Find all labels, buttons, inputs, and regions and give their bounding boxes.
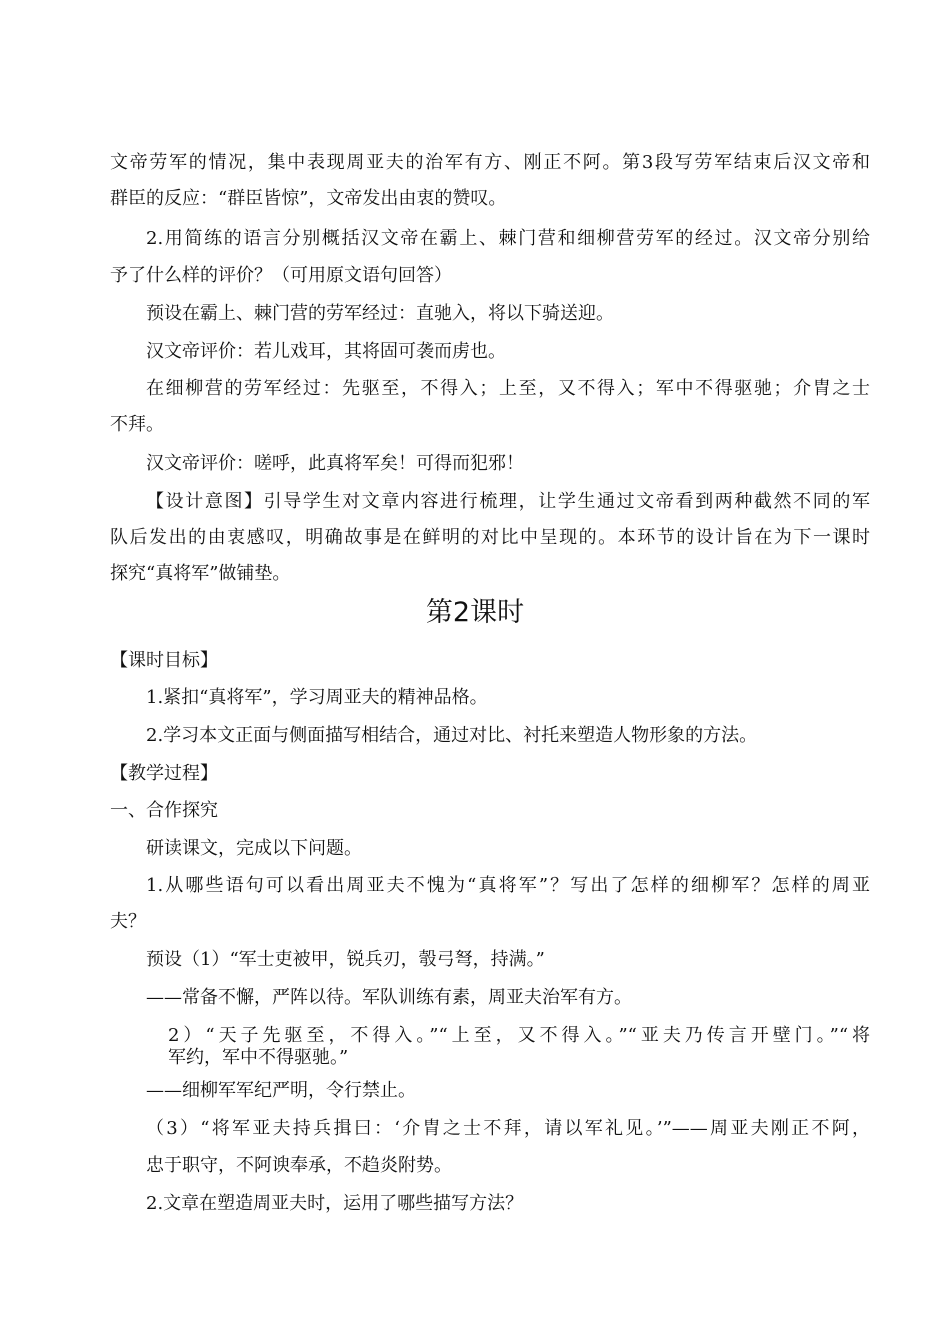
line-6: 汉文帝评价：若儿戏耳，其将固可袭而虏也。 xyxy=(146,341,506,362)
line-9: 汉文帝评价：嗟呼，此真将军矣！可得而犯邪！ xyxy=(146,453,524,474)
line-15: 1.紧扣“真将军”，学习周亚夫的精神品格。 xyxy=(146,687,488,708)
line-28: 忠于职守，不阿谀奉承，不趋炎附势。 xyxy=(146,1155,452,1176)
line-5: 预设在霸上、棘门营的劳军经过：直驰入，将以下骑送迎。 xyxy=(146,303,614,324)
line-18: 一、合作探究 xyxy=(110,800,218,821)
line-20: 1.从哪些语句可以看出周亚夫不愧为“真将军”？写出了怎样的细柳军？怎样的周亚 xyxy=(146,875,870,896)
line-12: 探究“真将军”做铺垫。 xyxy=(110,563,291,584)
line-24: 2）“天子先驱至，不得入。”“上至，又不得入。”“亚夫乃传言开壁门。”“将 xyxy=(168,1025,870,1046)
line-11: 队后发出的由衷感叹，明确故事是在鲜明的对比中呈现的。本环节的设计旨在为下一课时 xyxy=(110,527,870,548)
line-2: 群臣的反应：“群臣皆惊”，文帝发出由衷的赞叹。 xyxy=(110,188,507,209)
line-25: 军约，军中不得驱驰。” xyxy=(168,1047,349,1068)
line-29: 2.文章在塑造周亚夫时，运用了哪些描写方法？ xyxy=(146,1193,524,1214)
line-17: 【教学过程】 xyxy=(110,763,218,784)
line-14: 【课时目标】 xyxy=(110,650,218,671)
line-10: 【设计意图】引导学生对文章内容进行梳理，让学生通过文帝看到两种截然不同的军 xyxy=(146,491,870,512)
line-8: 不拜。 xyxy=(110,414,164,435)
line-1: 文帝劳军的情况，集中表现周亚夫的治军有方、刚正不阿。第3段写劳军结束后汉文帝和 xyxy=(110,152,870,173)
line-4: 予了什么样的评价？（可用原文语句回答） xyxy=(110,265,452,286)
line-27: （3）“将军亚夫持兵揖曰：‘介胄之士不拜，请以军礼见。’”——周亚夫刚正不阿， xyxy=(146,1118,870,1139)
line-16: 2.学习本文正面与侧面描写相结合，通过对比、衬托来塑造人物形象的方法。 xyxy=(146,725,758,746)
line-3: 2.用简练的语言分别概括汉文帝在霸上、棘门营和细柳营劳军的经过。汉文帝分别给 xyxy=(146,228,870,249)
line-19: 研读课文，完成以下问题。 xyxy=(146,838,362,859)
line-7: 在细柳营的劳军经过：先驱至，不得入；上至，又不得入；军中不得驱驰；介胄之士 xyxy=(146,378,870,399)
line-23: ——常备不懈，严阵以待。军队训练有素，周亚夫治军有方。 xyxy=(146,987,632,1008)
lesson-title: 第2课时 xyxy=(425,597,525,628)
line-26: ——细柳军军纪严明，令行禁止。 xyxy=(146,1080,416,1101)
line-21: 夫？ xyxy=(110,911,146,932)
line-22: 预设（1）“军士吏被甲，锐兵刃，彀弓弩，持满。” xyxy=(146,949,545,970)
